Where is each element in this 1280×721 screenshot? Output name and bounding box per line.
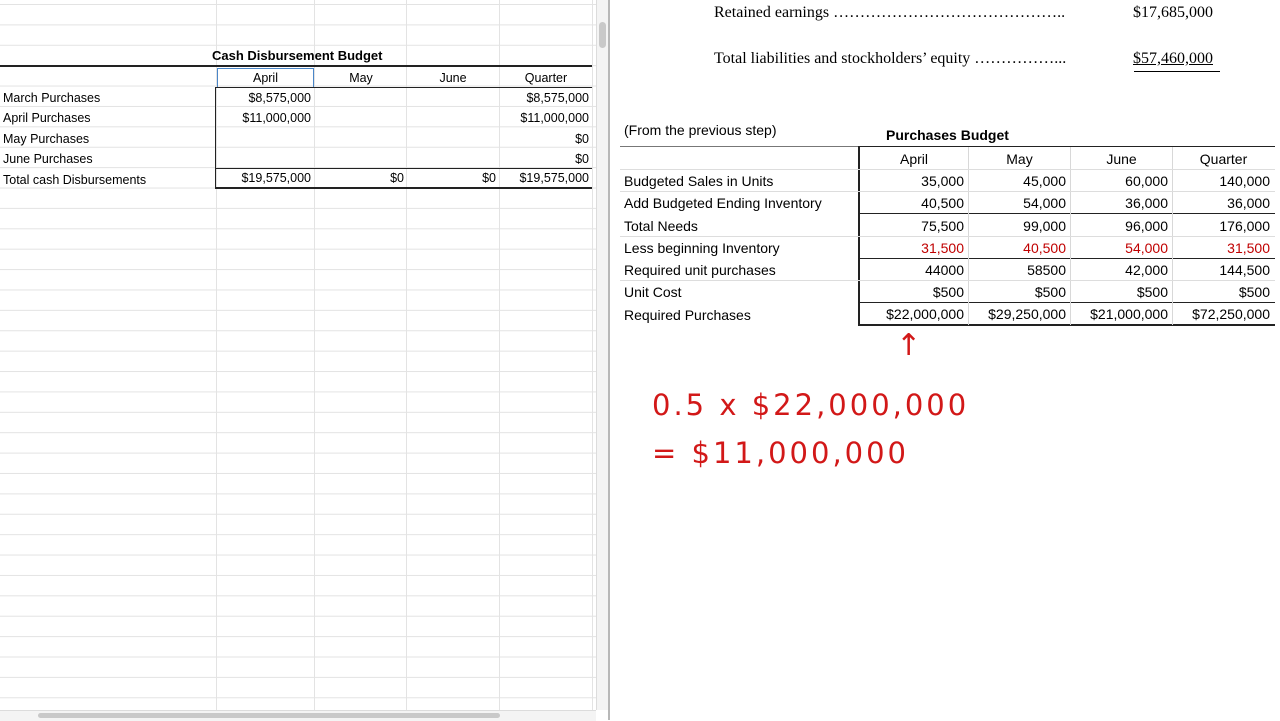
- purchases-cell: 96,000: [1125, 218, 1168, 234]
- cell-total-quarter[interactable]: $19,575,000: [519, 171, 589, 185]
- cell-mayp-quarter[interactable]: $0: [575, 132, 589, 146]
- purchases-cell: 45,000: [1023, 173, 1066, 189]
- purchases-cell-highlight: 54,000: [1125, 240, 1168, 256]
- vertical-scroll-thumb[interactable]: [599, 22, 606, 48]
- header-cell-may[interactable]: May: [349, 71, 373, 85]
- purchases-cell: $29,250,000: [988, 306, 1066, 322]
- cash-budget-title: Cash Disbursement Budget: [212, 48, 383, 63]
- purchases-cell: $22,000,000: [886, 306, 964, 322]
- row-label-april-purchases[interactable]: April Purchases: [3, 111, 91, 125]
- purchases-row-label: Unit Cost: [624, 284, 682, 300]
- purchases-row-label: Required unit purchases: [624, 262, 776, 278]
- annotation-arrow-icon: ↑: [896, 328, 925, 363]
- purchases-row-label: Required Purchases: [624, 307, 751, 323]
- horizontal-scrollbar[interactable]: [0, 710, 596, 721]
- purchases-cell-highlight: 40,500: [1023, 240, 1066, 256]
- cell-junep-quarter[interactable]: $0: [575, 152, 589, 166]
- purchases-budget-title: Purchases Budget: [886, 127, 1009, 143]
- total-liabilities-value: $57,460,000: [1133, 50, 1213, 67]
- purchases-cell: 36,000: [1227, 195, 1270, 211]
- purchases-header-may: May: [1006, 151, 1033, 167]
- purchases-cell: 44000: [925, 262, 964, 278]
- purchases-cell: $72,250,000: [1192, 306, 1270, 322]
- cell-total-april[interactable]: $19,575,000: [241, 171, 311, 185]
- purchases-cell: 75,500: [921, 218, 964, 234]
- purchases-cell: $500: [1034, 284, 1066, 300]
- row-label-march-purchases[interactable]: March Purchases: [3, 91, 101, 105]
- horizontal-scroll-thumb[interactable]: [38, 713, 500, 718]
- purchases-row-label: Budgeted Sales in Units: [624, 173, 774, 189]
- purchases-cell: 40,500: [921, 195, 964, 211]
- purchases-row-label: Total Needs: [624, 218, 698, 234]
- row-label-june-purchases[interactable]: June Purchases: [3, 152, 93, 166]
- cell-aprilp-quarter[interactable]: $11,000,000: [520, 111, 589, 125]
- purchases-cell: 176,000: [1219, 218, 1270, 234]
- spreadsheet-grid[interactable]: [0, 0, 596, 720]
- purchases-cell: 60,000: [1125, 173, 1168, 189]
- purchases-cell: 140,000: [1219, 173, 1270, 189]
- purchases-header-june: June: [1106, 151, 1137, 167]
- cell-total-june[interactable]: $0: [482, 171, 496, 185]
- header-cell-june[interactable]: June: [439, 71, 467, 85]
- purchases-cell: 42,000: [1125, 262, 1168, 278]
- purchases-cell: 54,000: [1023, 195, 1066, 211]
- purchases-cell: $500: [1238, 284, 1270, 300]
- purchases-cell: 99,000: [1023, 218, 1066, 234]
- double-underline: [1134, 71, 1220, 72]
- purchases-cell: 58500: [1027, 262, 1066, 278]
- annotation-line-2: = $11,000,000: [652, 436, 910, 470]
- row-label-may-purchases[interactable]: May Purchases: [3, 132, 90, 146]
- cell-march-april[interactable]: $8,575,000: [248, 91, 311, 105]
- purchases-cell-highlight: 31,500: [1227, 240, 1270, 256]
- row-label-total-cash-disbursements[interactable]: Total cash Disbursements: [3, 173, 147, 187]
- cell-aprilp-april[interactable]: $11,000,000: [242, 111, 311, 125]
- purchases-cell: $21,000,000: [1090, 306, 1168, 322]
- purchases-cell-highlight: 31,500: [921, 240, 964, 256]
- purchases-header-april: April: [899, 151, 928, 167]
- purchases-row-label: Less beginning Inventory: [624, 240, 780, 256]
- header-cell-april[interactable]: April: [217, 68, 314, 88]
- purchases-note: (From the previous step): [624, 122, 777, 138]
- retained-earnings-value: $17,685,000: [1133, 4, 1213, 21]
- cell-total-may[interactable]: $0: [390, 171, 404, 185]
- purchases-cell: 144,500: [1219, 262, 1270, 278]
- purchases-row-label: Add Budgeted Ending Inventory: [624, 195, 822, 211]
- header-cell-quarter[interactable]: Quarter: [524, 71, 568, 85]
- cell-march-quarter[interactable]: $8,575,000: [526, 91, 589, 105]
- purchases-cell: 35,000: [921, 173, 964, 189]
- purchases-header-quarter: Quarter: [1199, 151, 1248, 167]
- purchases-cell: 36,000: [1125, 195, 1168, 211]
- purchases-cell: $500: [1136, 284, 1168, 300]
- total-liabilities-label: Total liabilities and stockholders’ equity ……………...: [714, 50, 1067, 67]
- annotation-line-1: 0.5 x $22,000,000: [652, 388, 970, 422]
- retained-earnings-label: Retained earnings ……………………………………..: [714, 4, 1066, 21]
- purchases-cell: $500: [932, 284, 964, 300]
- pane-divider[interactable]: [608, 0, 610, 720]
